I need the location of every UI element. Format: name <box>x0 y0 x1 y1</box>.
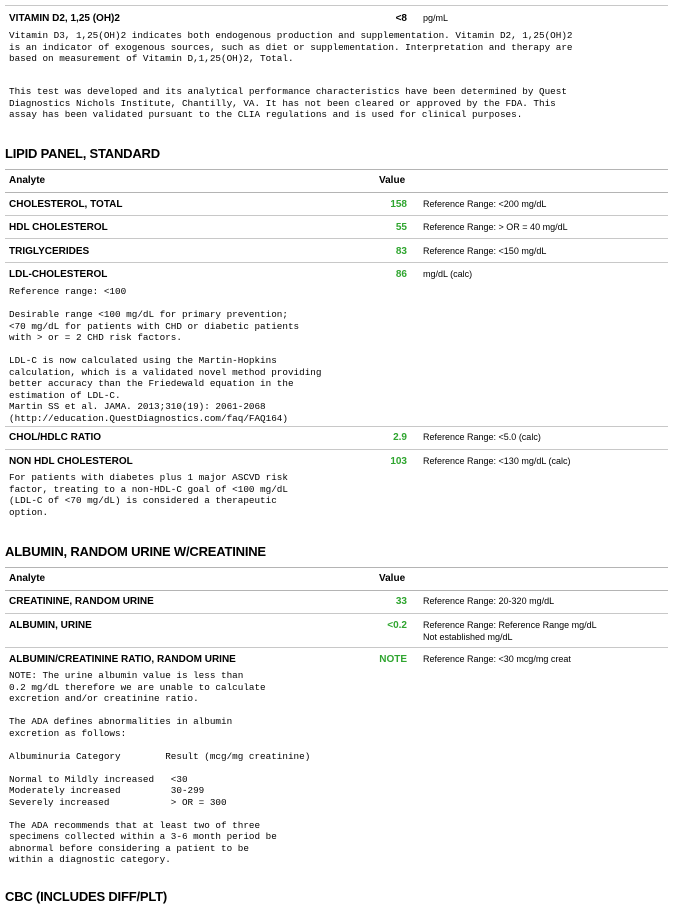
lipid-header-value: Value <box>379 175 406 186</box>
albumin-row-name: CREATININE, RANDOM URINE <box>9 596 154 607</box>
cbc-panel-title: CBC (INCLUDES DIFF/PLT) <box>5 889 167 904</box>
albumin-row-value: 33 <box>395 596 407 607</box>
vitamin-d2-name: VITAMIN D2, 1,25 (OH)2 <box>9 13 120 24</box>
albumin-header-rule <box>5 590 668 591</box>
vitamin-d2-unit: pg/mL <box>423 13 449 23</box>
lipid-row-ref: Reference Range: <130 mg/dL (calc) <box>423 456 571 466</box>
albumin-panel-title: ALBUMIN, RANDOM URINE W/CREATININE <box>5 544 266 559</box>
lipid-row-name: NON HDL CHOLESTEROL <box>9 456 133 467</box>
row-divider <box>5 449 668 450</box>
lipid-row-name: HDL CHOLESTEROL <box>9 222 108 233</box>
lipid-row-ref: Reference Range: > OR = 40 mg/dL <box>423 222 568 232</box>
lipid-row-name: CHOL/HDLC RATIO <box>9 432 102 443</box>
albumin-row-value: <0.2 <box>387 620 407 631</box>
vitamin-d2-comment: Vitamin D3, 1,25(OH)2 indicates both endogenous production and supplementation. Vitamin D2, 1,25(OH)2 is an indicator of exogenous sources, such as diet or supplementation. Interpretation and therapy are based on measurement of Vitamin D,1,25(OH)2, Total. <box>9 30 573 64</box>
lipid-row-value: 86 <box>395 269 407 280</box>
albumin-row-value: NOTE <box>379 654 407 665</box>
albumin-row-ref: Reference Range: <30 mcg/mg creat <box>423 654 571 664</box>
row-divider <box>5 426 668 427</box>
row-divider <box>5 262 668 263</box>
lipid-row-value: 55 <box>395 222 407 233</box>
lipid-row-ref: Reference Range: <150 mg/dL <box>423 246 547 256</box>
ldl-comment: Reference range: <100 Desirable range <100 mg/dL for primary prevention; <70 mg/dL for patients with CHD or diabetic patients with > or = 2 CHD risk factors. LDL-C is now calculated using the Martin-Hopkins calculation, which is a validated novel method providing better accuracy than the Friedewald equation in the estimation of LDL-C. Martin SS et al. JAMA. 2013;310(19): 2061-2068 (http://education.QuestDiagnostics.com/faq/FAQ164) <box>9 286 322 424</box>
lipid-row-value: 2.9 <box>393 432 407 443</box>
lipid-header-rule <box>5 192 668 193</box>
albumin-header-analyte: Analyte <box>9 573 46 584</box>
lipid-row-value: 158 <box>390 199 407 210</box>
row-divider <box>5 647 668 648</box>
lipid-panel-title: LIPID PANEL, STANDARD <box>5 146 160 161</box>
albumin-title-rule <box>5 567 668 568</box>
albumin-row-ref: Reference Range: Reference Range mg/dL Not established mg/dL <box>423 620 597 642</box>
albumin-ratio-comment: NOTE: The urine albumin value is less than 0.2 mg/dL therefore we are unable to calculate excretion and/or creatinine ratio. The ADA defines abnormalities in albumin excretion as follows: Albuminuria Category Result (mcg/mg creatinine) Normal to Mildly increased <30 Moderately increased 30-299 Severely increased > OR = 300 The ADA recommends that at least two of three specimens collected within a 3-6 month period be abnormal before considering a patient to be within a diagnostic category. <box>9 670 311 865</box>
row-divider <box>5 613 668 614</box>
non-hdl-comment: For patients with diabetes plus 1 major ASCVD risk factor, treating to a non-HDL-C goal of <100 mg/dL (LDL-C of <70 mg/dL) is considered a therapeutic option. <box>9 472 288 518</box>
lipid-row-unit: mg/dL (calc) <box>423 269 473 279</box>
albumin-header-value: Value <box>379 573 406 584</box>
albumin-row-name: ALBUMIN, URINE <box>9 620 92 631</box>
albumin-row-ref: Reference Range: 20-320 mg/dL <box>423 596 555 606</box>
lipid-row-ref: Reference Range: <200 mg/dL <box>423 199 547 209</box>
top-rule <box>5 5 668 6</box>
lipid-title-rule <box>5 169 668 170</box>
row-divider <box>5 215 668 216</box>
albumin-row-name: ALBUMIN/CREATININE RATIO, RANDOM URINE <box>9 654 236 665</box>
lipid-row-name: CHOLESTEROL, TOTAL <box>9 199 123 210</box>
lipid-row-ref: Reference Range: <5.0 (calc) <box>423 432 541 442</box>
vitamin-d2-value: <8 <box>395 13 407 24</box>
row-divider <box>5 238 668 239</box>
lipid-row-name: LDL-CHOLESTEROL <box>9 269 108 280</box>
lipid-row-name: TRIGLYCERIDES <box>9 246 90 257</box>
vitamin-d2-disclaimer: This test was developed and its analytical performance characteristics have been determined by Quest Diagnostics Nichols Institute, Chantilly, VA. It has not been cleared or approved by the FDA. This assay has been validated pursuant to the CLIA regulations and is used for clinical purposes. <box>9 86 567 120</box>
lipid-header-analyte: Analyte <box>9 175 46 186</box>
lipid-row-value: 83 <box>395 246 407 257</box>
lipid-row-value: 103 <box>390 456 407 467</box>
